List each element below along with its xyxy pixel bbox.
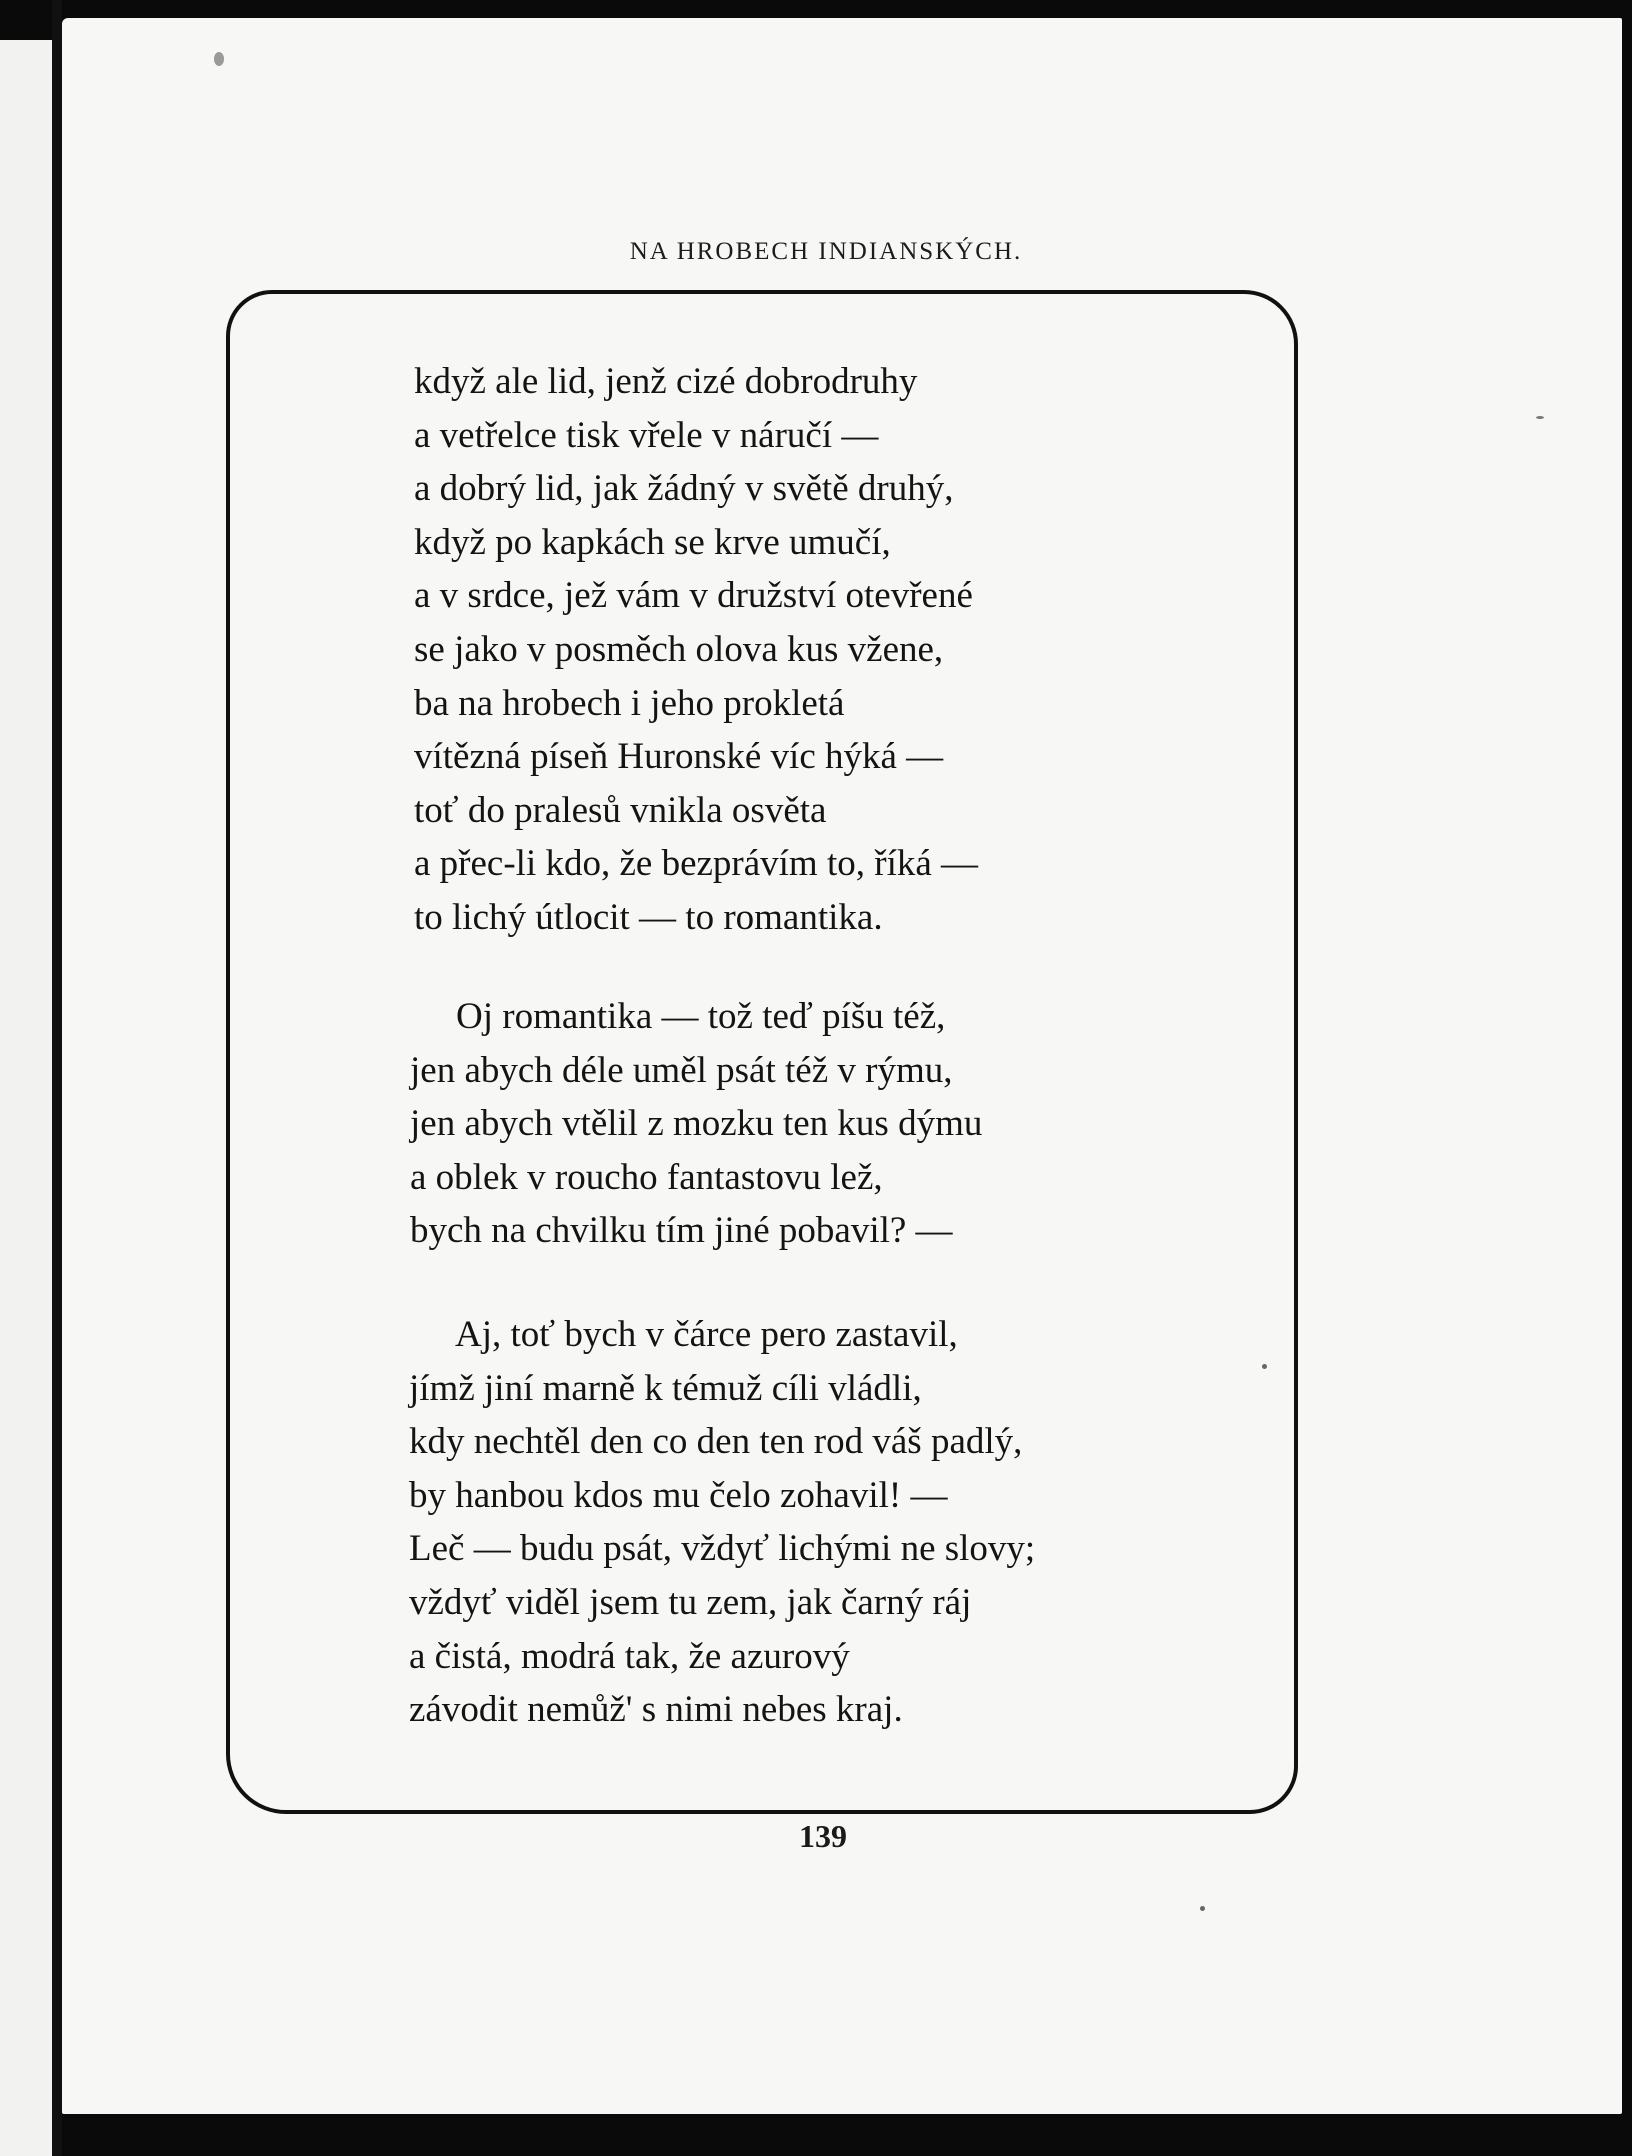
verse-line: toť do pralesů vnikla osvěta — [414, 789, 827, 831]
verse-line: a čistá, modrá tak, že azurový — [409, 1635, 850, 1677]
scan-speck — [1536, 416, 1544, 419]
verse-line: Oj romantika — tož teď píšu též, — [456, 996, 946, 1037]
verse-line: jen abych déle uměl psát též v rýmu, — [410, 1049, 953, 1091]
page-number: 139 — [799, 1818, 847, 1854]
verse-line: a dobrý lid, jak žádný v světě druhý, — [414, 468, 954, 510]
scan-speck — [1262, 1364, 1267, 1369]
verse-line: to lichý útlocit — to romantika. — [414, 896, 883, 938]
verse-line: bych na chvilku tím jiné pobavil? — — [410, 1210, 953, 1252]
verse-line: a přec-li kdo, že bezprávím to, říká — — [414, 843, 979, 885]
verse-line: když po kapkách se krve umučí, — [414, 521, 891, 563]
verse-line: a vetřelce tisk vřele v náručí — — [414, 414, 879, 456]
running-head: NA HROBECH INDIANSKÝCH. — [629, 238, 1023, 265]
verse-line: závodit nemůž' s nimi nebes kraj. — [409, 1689, 903, 1731]
verse-line: a oblek v roucho fantastovu lež, — [410, 1156, 883, 1198]
scan-border-corner — [0, 0, 60, 40]
stanza-2 — [410, 990, 982, 1258]
verse-line: by hanbou kdos mu čelo zohavil! — — [409, 1474, 948, 1516]
stanza-1 — [414, 355, 978, 945]
verse-line: a v srdce, jež vám v družství otevřené — [414, 575, 973, 617]
verse-line: se jako v posměch olova kus vžene, — [414, 628, 944, 670]
verse-line: jen abych vtělil z mozku ten kus dýmu — [410, 1103, 983, 1145]
verse-line: Leč — budu psát, vždyť lichými ne slovy; — [409, 1528, 1036, 1570]
scan-speck — [214, 52, 224, 66]
stanza-3 — [409, 1308, 1035, 1737]
verse-line: když ale lid, jenž cizé dobrodruhy — [414, 361, 918, 402]
verse-line: kdy nechtěl den co den ten rod váš padlý, — [409, 1421, 1023, 1463]
verse-line: Aj, toť bych v čárce pero zastavil, — [455, 1314, 958, 1355]
verse-line: ba na hrobech i jeho prokletá — [414, 682, 845, 724]
verse-line: jímž jiní marně k témuž cíli vládli, — [409, 1367, 922, 1409]
verse-line: vítězná píseň Huronské víc hýká — — [414, 736, 944, 778]
scan-speck — [1200, 1906, 1205, 1911]
verse-line: vždyť viděl jsem tu zem, jak čarný ráj — [409, 1581, 972, 1623]
